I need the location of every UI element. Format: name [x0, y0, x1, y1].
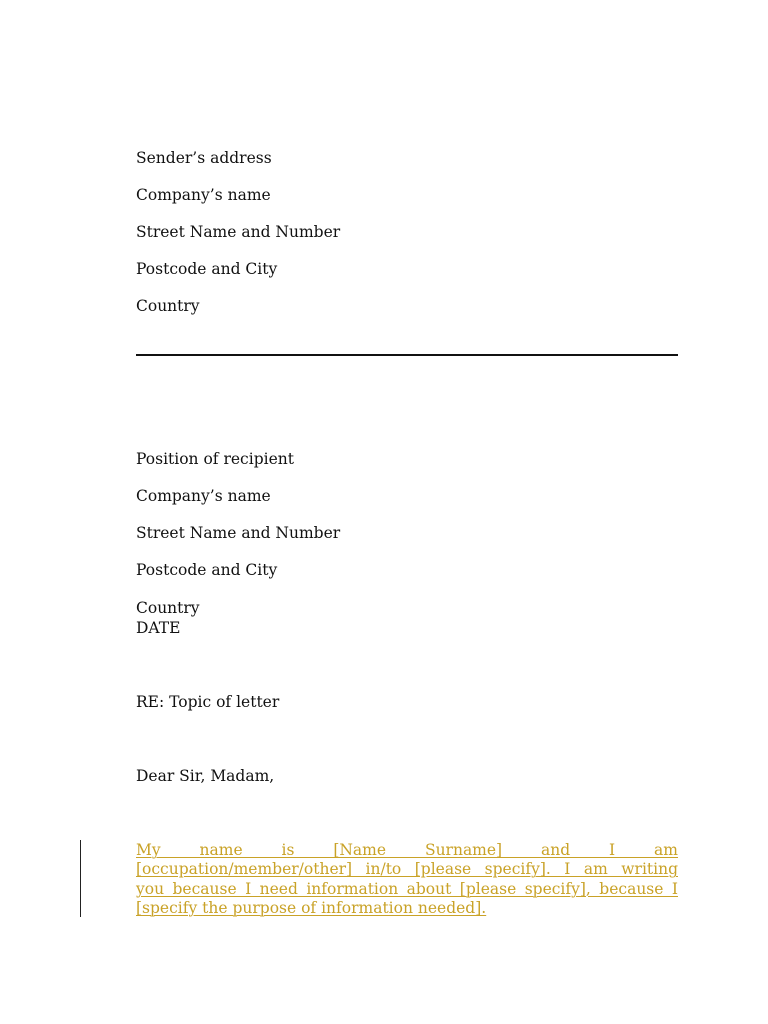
body-paragraph-line: My name is [Name Surname] and I am [136, 841, 678, 859]
body-paragraph-line: [specify the purpose of information needed]. [136, 898, 487, 917]
sender-country: Country [136, 297, 200, 315]
subject-line: RE: Topic of letter [136, 693, 280, 711]
body-paragraph-line: you because I need information about [please specify], because I [136, 879, 678, 898]
recipient-street: Street Name and Number [136, 524, 341, 542]
sender-street: Street Name and Number [136, 223, 341, 241]
recipient-postcode-city: Postcode and City [136, 561, 278, 579]
body-paragraph [136, 841, 678, 918]
recipient-company-name: Company’s name [136, 487, 271, 505]
sender-postcode-city: Postcode and City [136, 260, 278, 278]
horizontal-divider [136, 354, 678, 356]
salutation: Dear Sir, Madam, [136, 767, 275, 785]
letter-date: DATE [136, 619, 181, 637]
recipient-position: Position of recipient [136, 450, 294, 468]
recipient-country: Country [136, 599, 200, 617]
track-changes-bar [80, 840, 81, 917]
sender-address-heading: Sender’s address [136, 149, 272, 167]
sender-company-name: Company’s name [136, 186, 271, 204]
body-paragraph-line: [occupation/member/other] in/to [please specify]. I am writing [136, 860, 678, 879]
